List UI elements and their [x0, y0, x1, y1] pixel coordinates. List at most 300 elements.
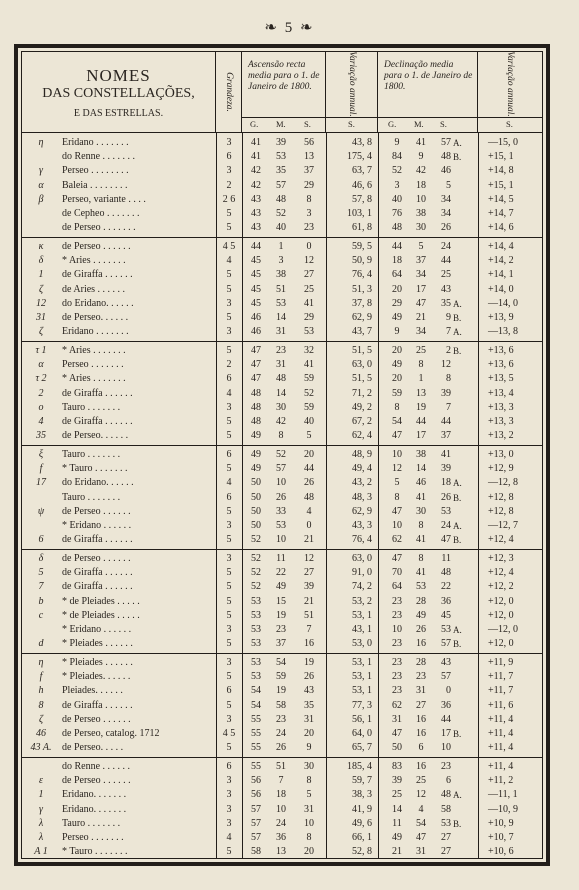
- dec-seconds: 53: [441, 505, 451, 517]
- ra-seconds: 41: [304, 297, 314, 309]
- table-row: [22, 580, 542, 594]
- dec-direction: A.: [453, 521, 462, 531]
- header-names: [22, 52, 216, 132]
- ra-seconds: 20: [304, 846, 314, 858]
- magnitude: 3: [226, 553, 232, 564]
- star-name: * Pleiades . . . . . .: [62, 638, 133, 650]
- ra-minutes: 8: [278, 430, 284, 442]
- dec-degrees: 54: [392, 416, 402, 427]
- ra-seconds: 5: [306, 430, 312, 442]
- ra-seconds: 26: [304, 477, 314, 489]
- dec-degrees: 9: [394, 137, 400, 148]
- ra-minutes: 19: [276, 609, 286, 621]
- magnitude: 5: [226, 269, 232, 281]
- ra-annual-variation: 91, 0: [352, 567, 372, 579]
- ra-annual-variation: 50, 9: [352, 255, 372, 267]
- dec-annual-variation: +13, 9: [488, 312, 514, 323]
- ra-seconds: 59: [304, 401, 314, 413]
- dec-minutes: 8: [418, 553, 424, 564]
- ra-minutes: 10: [276, 534, 286, 546]
- ra-degrees: 42: [251, 165, 261, 177]
- dec-seconds: 34: [441, 193, 451, 205]
- magnitude: 4: [226, 255, 232, 267]
- ra-annual-variation: 49, 6: [352, 817, 372, 829]
- star-group: [22, 653, 542, 758]
- dec-degrees: 70: [392, 567, 402, 579]
- dec-degrees: 10: [392, 520, 402, 531]
- unit-asc-g: G.: [250, 119, 259, 129]
- table-row: [22, 476, 542, 490]
- magnitude: 5: [226, 463, 232, 475]
- star-designation: η: [38, 657, 44, 668]
- ra-minutes: 23: [276, 624, 286, 635]
- dec-minutes: 16: [416, 713, 426, 725]
- ra-minutes: 38: [276, 269, 286, 281]
- dec-seconds: 22: [441, 581, 451, 593]
- star-name: de Giraffa . . . . . .: [62, 567, 133, 579]
- ra-seconds: 37: [304, 165, 314, 177]
- dec-minutes: 16: [416, 761, 426, 772]
- magnitude: 4 5: [222, 728, 236, 739]
- ra-minutes: 11: [276, 553, 286, 564]
- dec-annual-variation: +15, 1: [488, 151, 514, 163]
- ra-seconds: 51: [304, 609, 314, 621]
- star-name: de Giraffa . . . . . .: [62, 699, 133, 711]
- star-name: Perseo . . . . . . .: [62, 359, 124, 371]
- ascensao-label: Ascensão recta media para o 1. de Janeiro de 1800.: [248, 60, 320, 92]
- ra-annual-variation: 56, 1: [352, 713, 372, 725]
- dec-seconds: 25: [441, 269, 451, 281]
- magnitude: 3: [226, 520, 232, 531]
- ra-minutes: 53: [276, 151, 286, 163]
- ra-degrees: 53: [251, 638, 261, 650]
- star-name: de Perseo . . . . . .: [62, 505, 131, 517]
- ra-seconds: 5: [306, 789, 312, 801]
- ra-annual-variation: 41, 9: [352, 803, 372, 815]
- star-designation: ξ: [38, 449, 44, 460]
- star-designation: λ: [38, 817, 44, 829]
- dec-minutes: 28: [416, 657, 426, 668]
- magnitude: 5: [226, 416, 232, 427]
- dec-direction: B.: [453, 818, 462, 829]
- ra-seconds: 16: [304, 638, 314, 650]
- star-name: * Aries . . . . . . .: [62, 373, 126, 385]
- ra-seconds: 13: [304, 151, 314, 163]
- dec-annual-variation: +13, 6: [488, 345, 514, 356]
- ornament-left: ❧: [264, 20, 279, 36]
- ra-minutes: 36: [276, 832, 286, 843]
- star-name: Baleia . . . . . . . .: [62, 179, 128, 191]
- magnitude: 5: [226, 846, 232, 858]
- dec-degrees: 8: [394, 491, 400, 503]
- ra-minutes: 23: [276, 713, 286, 725]
- star-name: * Eridano . . . . . .: [62, 520, 132, 531]
- magnitude: 5: [226, 609, 232, 621]
- dec-seconds: 43: [441, 657, 451, 668]
- table-row: [22, 774, 542, 788]
- dec-degrees: 21: [392, 846, 402, 858]
- star-name: de Giraffa . . . . . .: [62, 269, 133, 281]
- ra-annual-variation: 46, 6: [352, 179, 372, 191]
- ra-degrees: 49: [251, 430, 261, 442]
- unit-asc-s: S.: [304, 119, 311, 129]
- ra-minutes: 35: [276, 165, 286, 177]
- ra-degrees: 52: [251, 553, 261, 564]
- ra-degrees: 55: [251, 713, 261, 725]
- dec-seconds: 39: [441, 387, 451, 399]
- ra-degrees: 45: [251, 297, 261, 309]
- dec-seconds: 2: [446, 345, 451, 356]
- ra-seconds: 12: [304, 255, 314, 267]
- dec-degrees: 23: [392, 685, 402, 697]
- ra-degrees: 43: [251, 222, 261, 234]
- dec-degrees: 25: [392, 789, 402, 801]
- dec-degrees: 47: [392, 553, 402, 564]
- dec-seconds: 45: [441, 609, 451, 621]
- dec-degrees: 40: [392, 193, 402, 205]
- star-designation: δ: [38, 553, 44, 564]
- star-name: Eridano. . . . . . .: [62, 789, 127, 801]
- table-row: [22, 325, 542, 339]
- dec-minutes: 19: [416, 401, 426, 413]
- dec-seconds: 53: [441, 624, 451, 635]
- dec-degrees: 47: [392, 728, 402, 739]
- star-designation: 6: [38, 534, 44, 546]
- ra-degrees: 41: [251, 151, 261, 163]
- table-row: [22, 311, 542, 325]
- ra-seconds: 8: [306, 775, 312, 787]
- dec-seconds: 24: [441, 241, 451, 252]
- star-designation: τ 2: [35, 373, 47, 385]
- magnitude: 5: [226, 222, 232, 234]
- magnitude: 5: [226, 671, 232, 683]
- dec-degrees: 62: [392, 699, 402, 711]
- table-row: [22, 358, 542, 372]
- dec-seconds: 35: [441, 297, 451, 309]
- star-designation: λ: [38, 832, 44, 843]
- table-row: [22, 448, 542, 462]
- star-designation: 35: [36, 430, 46, 442]
- ra-seconds: 9: [306, 742, 312, 754]
- star-designation: β: [38, 193, 44, 205]
- ra-degrees: 53: [251, 671, 261, 683]
- dec-direction: B.: [453, 729, 462, 739]
- dec-minutes: 21: [416, 312, 426, 323]
- ra-annual-variation: 53, 1: [352, 609, 372, 621]
- ra-seconds: 25: [304, 283, 314, 295]
- table-row: [22, 552, 542, 566]
- ra-minutes: 13: [276, 846, 286, 858]
- dec-seconds: 26: [441, 222, 451, 234]
- star-designation: ο: [38, 401, 44, 413]
- dec-minutes: 16: [416, 638, 426, 650]
- ra-minutes: 57: [276, 179, 286, 191]
- table-row: [22, 637, 542, 651]
- ra-seconds: 53: [304, 326, 314, 338]
- ra-degrees: 47: [251, 359, 261, 371]
- dec-degrees: 49: [392, 312, 402, 323]
- magnitude: 5: [226, 581, 232, 593]
- ra-annual-variation: 43, 8: [352, 137, 372, 148]
- ra-annual-variation: 175, 4: [347, 151, 372, 163]
- ra-seconds: 41: [304, 359, 314, 371]
- ra-degrees: 56: [251, 789, 261, 801]
- table-row: [22, 136, 542, 150]
- ra-seconds: 29: [304, 312, 314, 323]
- ra-annual-variation: 66, 1: [352, 832, 372, 843]
- star-designation: 1: [38, 269, 44, 281]
- star-designation: h: [38, 685, 44, 697]
- ra-degrees: 49: [251, 463, 261, 475]
- star-name: de Giraffa . . . . . .: [62, 534, 133, 546]
- dec-degrees: 10: [392, 449, 402, 460]
- dec-annual-variation: +12, 0: [488, 595, 514, 607]
- star-designation: η: [38, 137, 44, 148]
- dec-annual-variation: +12, 8: [488, 491, 514, 503]
- dec-seconds: 57: [441, 638, 451, 650]
- ra-minutes: 26: [276, 742, 286, 754]
- ra-annual-variation: 62, 9: [352, 312, 372, 323]
- header-variacao-1: [326, 52, 378, 132]
- ra-minutes: 48: [276, 373, 286, 385]
- ra-degrees: 48: [251, 387, 261, 399]
- ra-minutes: 22: [276, 567, 286, 579]
- dec-annual-variation: +12, 4: [488, 534, 514, 546]
- page-number: [0, 18, 579, 37]
- dec-annual-variation: +11, 4: [488, 742, 514, 754]
- ra-seconds: 12: [304, 553, 314, 564]
- dec-seconds: 53: [441, 817, 451, 829]
- dec-minutes: 25: [416, 775, 426, 787]
- magnitude: 4: [226, 832, 232, 843]
- ra-degrees: 43: [251, 193, 261, 205]
- star-name: * Pleiades. . . . . .: [62, 671, 131, 683]
- ra-degrees: 53: [251, 595, 261, 607]
- star-name: Tauro . . . . . . .: [62, 401, 121, 413]
- ra-degrees: 55: [251, 742, 261, 754]
- dec-degrees: 31: [392, 713, 402, 725]
- table-row: [22, 221, 542, 235]
- ra-degrees: 44: [251, 241, 261, 252]
- ra-minutes: 23: [276, 345, 286, 356]
- variacao-2-units: [478, 117, 542, 132]
- dec-annual-variation: +10, 7: [488, 832, 514, 843]
- ra-annual-variation: 37, 8: [352, 297, 372, 309]
- ra-annual-variation: 76, 4: [352, 269, 372, 281]
- ra-minutes: 42: [276, 416, 286, 427]
- dec-degrees: 20: [392, 373, 402, 385]
- ra-annual-variation: 51, 3: [352, 283, 372, 295]
- ra-minutes: 51: [276, 283, 286, 295]
- unit-dec-m: M.: [414, 119, 424, 129]
- star-name: Tauro . . . . . . .: [62, 449, 121, 460]
- dec-minutes: 13: [416, 387, 426, 399]
- dec-seconds: 34: [441, 208, 451, 219]
- ra-degrees: 56: [251, 775, 261, 787]
- ra-degrees: 54: [251, 685, 261, 697]
- dec-direction: B.: [453, 152, 462, 163]
- ra-seconds: 35: [304, 699, 314, 711]
- star-name: Tauro . . . . . . .: [62, 817, 121, 829]
- dec-annual-variation: +14, 2: [488, 255, 514, 267]
- dec-minutes: 8: [418, 520, 424, 531]
- star-designation: δ: [38, 255, 44, 267]
- ra-annual-variation: 61, 8: [352, 222, 372, 234]
- ra-minutes: 31: [276, 359, 286, 371]
- dec-seconds: 46: [441, 165, 451, 177]
- dec-minutes: 28: [416, 595, 426, 607]
- dec-direction: A.: [453, 625, 462, 635]
- table-row: [22, 164, 542, 178]
- star-designation: ζ: [38, 713, 44, 725]
- magnitude: 3: [226, 137, 232, 148]
- table-row: [22, 699, 542, 713]
- magnitude: 5: [226, 567, 232, 579]
- dec-annual-variation: +13, 4: [488, 387, 514, 399]
- dec-direction: B.: [453, 346, 462, 356]
- magnitude: 6: [226, 685, 232, 697]
- table-row: [22, 566, 542, 580]
- table-row: [22, 656, 542, 670]
- header-declinacao: [378, 52, 478, 132]
- dec-minutes: 4: [418, 803, 424, 815]
- star-name: de Perseo . . . . . .: [62, 241, 131, 252]
- table-row: [22, 150, 542, 164]
- title-line-3: E DAS ESTRELLAS.: [73, 108, 164, 119]
- table-row: [22, 817, 542, 831]
- ra-annual-variation: 65, 7: [352, 742, 372, 754]
- dec-seconds: 7: [446, 326, 451, 338]
- dec-minutes: 26: [416, 624, 426, 635]
- dec-minutes: 41: [416, 567, 426, 579]
- ra-degrees: 45: [251, 269, 261, 281]
- dec-seconds: 39: [441, 463, 451, 475]
- star-name: Perseo, variante . . . .: [62, 193, 146, 205]
- dec-degrees: 84: [392, 151, 402, 163]
- dec-annual-variation: +11, 6: [488, 699, 514, 711]
- dec-annual-variation: —12, 0: [488, 624, 518, 635]
- dec-degrees: 64: [392, 581, 402, 593]
- ra-degrees: 53: [251, 624, 261, 635]
- dec-seconds: 0: [446, 685, 451, 697]
- ra-minutes: 19: [276, 685, 286, 697]
- star-name: Eridano . . . . . . .: [62, 326, 129, 338]
- ra-annual-variation: 63, 7: [352, 165, 372, 177]
- ra-annual-variation: 53, 1: [352, 671, 372, 683]
- star-name: * de Pleiades . . . . .: [62, 595, 140, 607]
- ra-minutes: 3: [278, 255, 284, 267]
- dec-annual-variation: +14, 8: [488, 165, 514, 177]
- star-designation: ζ: [38, 283, 44, 295]
- dec-annual-variation: +11, 9: [488, 657, 514, 668]
- ra-seconds: 19: [304, 657, 314, 668]
- ra-seconds: 59: [304, 373, 314, 385]
- dec-degrees: 11: [392, 817, 402, 829]
- ra-degrees: 55: [251, 761, 261, 772]
- star-designation: α: [38, 179, 44, 191]
- ra-minutes: 30: [276, 401, 286, 413]
- star-designation: ε: [39, 775, 43, 787]
- star-name: Perseo . . . . . . .: [62, 832, 124, 843]
- star-designation: f: [39, 463, 43, 475]
- star-name: de Perseo . . . . . .: [62, 775, 131, 787]
- star-name: de Perseo . . . . . . .: [62, 222, 136, 234]
- ra-seconds: 7: [306, 624, 312, 635]
- star-name: * de Pleiades . . . . .: [62, 609, 140, 621]
- dec-direction: B.: [453, 313, 462, 323]
- ra-annual-variation: 49, 2: [352, 401, 372, 413]
- dec-degrees: 50: [392, 742, 402, 754]
- ra-degrees: 45: [251, 255, 261, 267]
- ra-minutes: 14: [276, 312, 286, 323]
- ra-minutes: 7: [278, 775, 284, 787]
- star-designation: γ: [39, 165, 43, 177]
- dec-seconds: 48: [441, 789, 451, 801]
- dec-minutes: 6: [418, 742, 424, 754]
- ra-seconds: 32: [304, 345, 314, 356]
- table-body: [22, 133, 542, 858]
- ra-annual-variation: 48, 3: [352, 491, 372, 503]
- table-row: [22, 372, 542, 386]
- ra-annual-variation: 76, 4: [352, 534, 372, 546]
- ra-seconds: 4: [306, 505, 312, 517]
- star-name: de Perseo . . . . . .: [62, 553, 131, 564]
- star-designation: 7: [38, 581, 44, 593]
- dec-annual-variation: +12, 0: [488, 609, 514, 621]
- title-line-2: DAS CONSTELLAÇÕES,: [42, 86, 195, 101]
- star-group: [22, 237, 542, 342]
- magnitude: 6: [226, 151, 232, 163]
- ra-seconds: 39: [304, 581, 314, 593]
- dec-degrees: 47: [392, 505, 402, 517]
- dec-minutes: 47: [416, 297, 426, 309]
- dec-degrees: 23: [392, 595, 402, 607]
- dec-minutes: 18: [416, 179, 426, 191]
- table-frame: [14, 44, 550, 866]
- dec-degrees: 49: [392, 359, 402, 371]
- dec-minutes: 41: [416, 137, 426, 148]
- ra-annual-variation: 51, 5: [352, 345, 372, 356]
- table-row: [22, 207, 542, 221]
- dec-annual-variation: —14, 0: [488, 297, 518, 309]
- dec-seconds: 48: [441, 567, 451, 579]
- ra-annual-variation: 74, 2: [352, 581, 372, 593]
- ra-annual-variation: 77, 3: [352, 699, 372, 711]
- ra-degrees: 47: [251, 373, 261, 385]
- dec-annual-variation: —12, 8: [488, 477, 518, 489]
- dec-seconds: 5: [446, 179, 451, 191]
- magnitude: 5: [226, 742, 232, 754]
- dec-seconds: 17: [441, 728, 451, 739]
- dec-seconds: 48: [441, 151, 451, 163]
- ra-degrees: 46: [251, 326, 261, 338]
- ra-seconds: 21: [304, 595, 314, 607]
- dec-annual-variation: +13, 5: [488, 373, 514, 385]
- table-inner: [21, 51, 543, 859]
- dec-degrees: 23: [392, 609, 402, 621]
- dec-seconds: 57: [441, 137, 451, 148]
- star-group: [22, 549, 542, 654]
- magnitude: 5: [226, 638, 232, 650]
- dec-degrees: 47: [392, 430, 402, 442]
- star-name: Tauro . . . . . . .: [62, 491, 121, 503]
- ra-minutes: 49: [276, 581, 286, 593]
- ra-minutes: 15: [276, 595, 286, 607]
- ra-degrees: 57: [251, 817, 261, 829]
- ra-degrees: 54: [251, 699, 261, 711]
- ra-annual-variation: 38, 3: [352, 789, 372, 801]
- magnitude: 3: [226, 803, 232, 815]
